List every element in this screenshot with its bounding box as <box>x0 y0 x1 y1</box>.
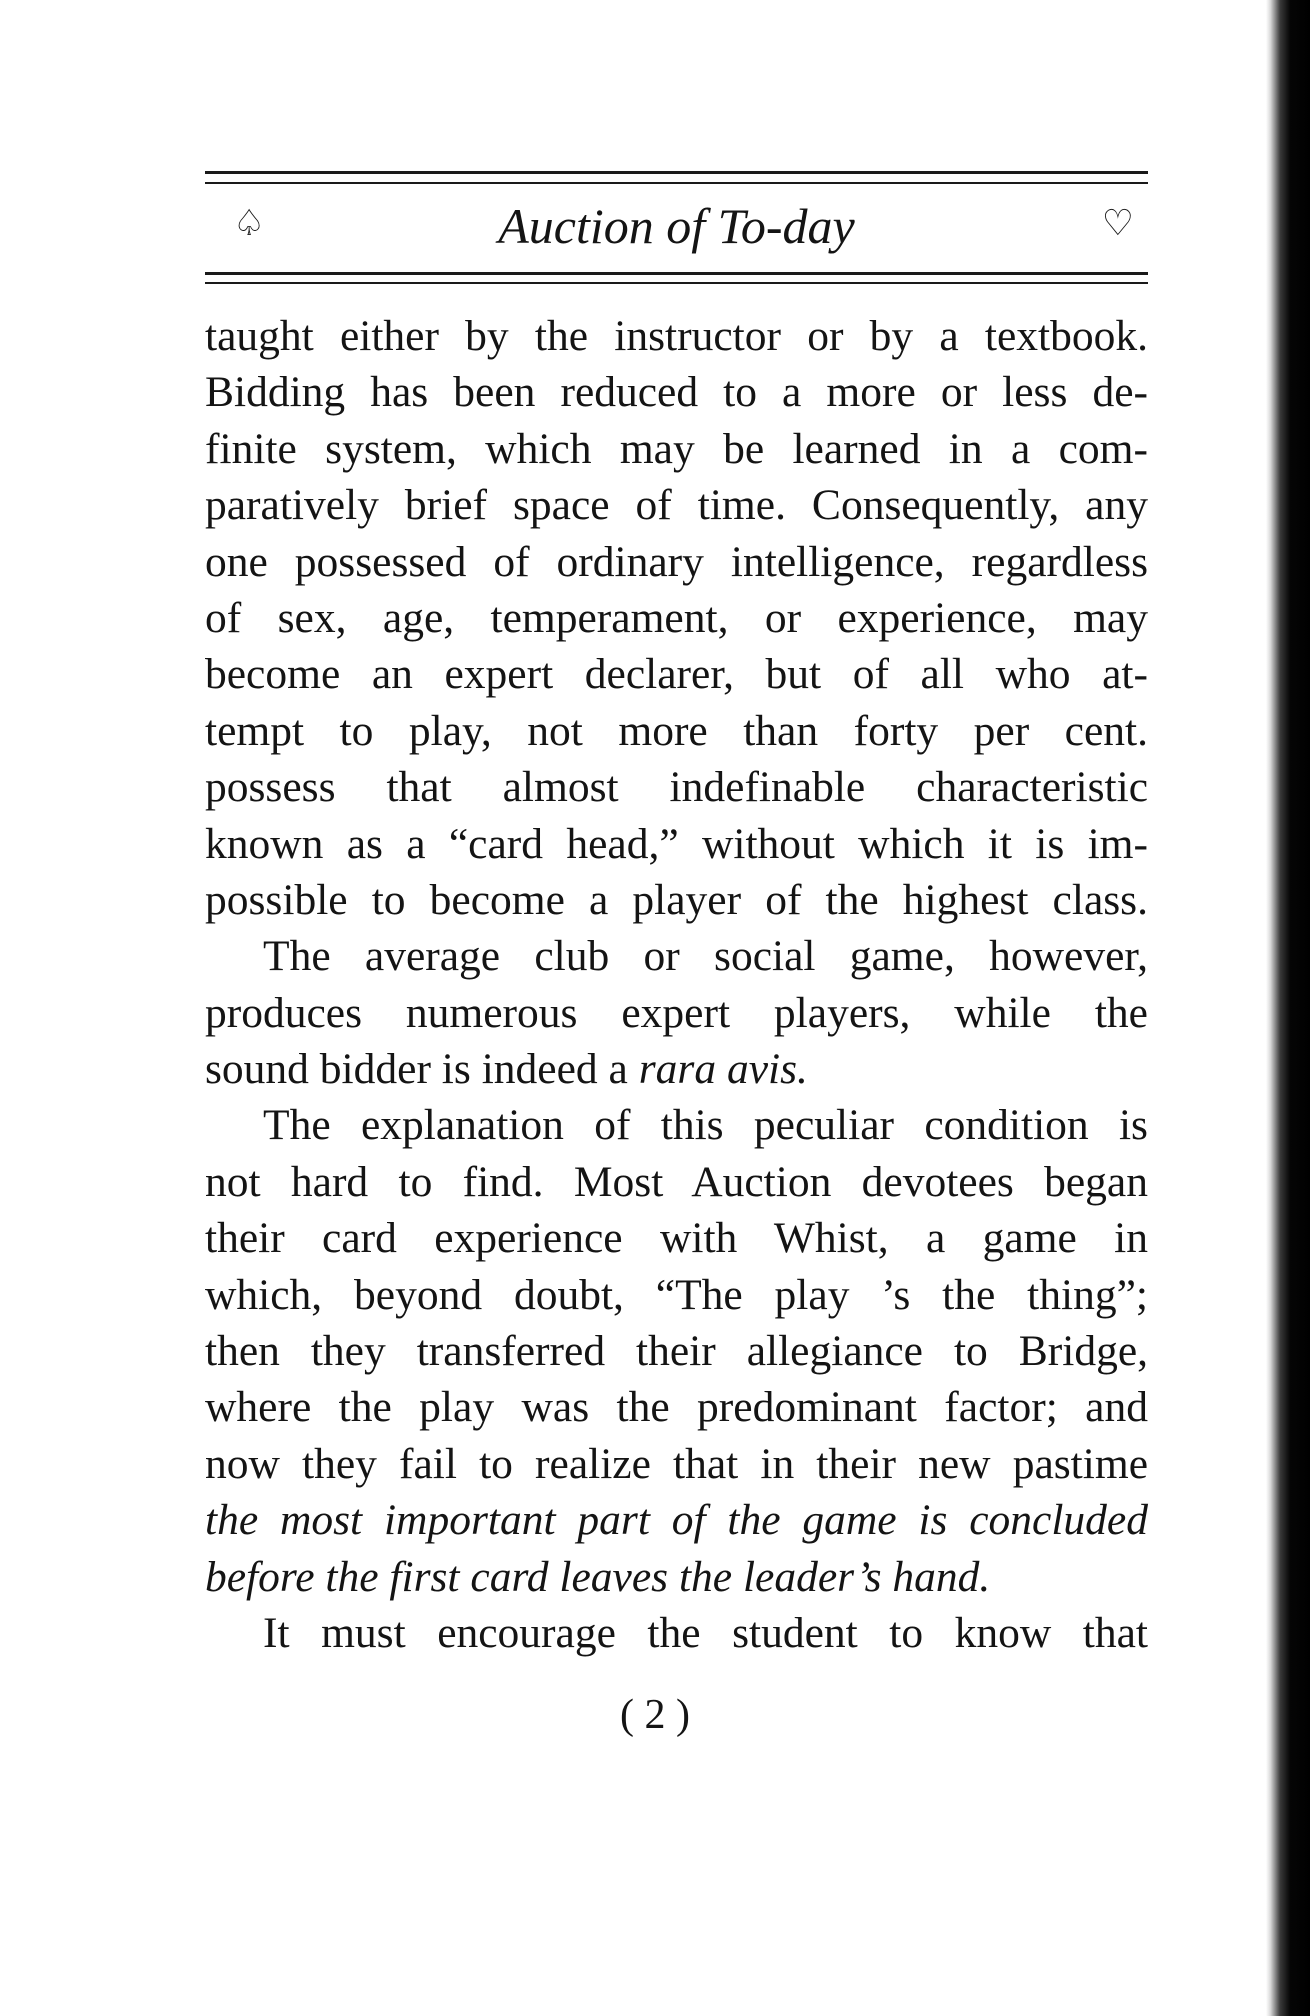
text-line: become an expert declarer, but of all who at- <box>205 650 1148 699</box>
text-line: now they fail to realize that in their new pastime <box>205 1439 1148 1488</box>
text-line: The explanation of this peculiar condition is <box>263 1101 1148 1150</box>
text-line: then they transferred their allegiance to Bridge, <box>205 1327 1148 1376</box>
text-line: where the play was the predominant factor; and <box>205 1383 1148 1432</box>
text-line: paratively brief space of time. Consequently, any <box>205 481 1148 530</box>
text-line: which, beyond doubt, “The play ’s the thing”; <box>205 1270 1148 1319</box>
header-rule-top-thick <box>205 171 1148 174</box>
body-text <box>205 308 1148 1661</box>
italic-line: before the first card leaves the leader’s hand. <box>205 1552 991 1601</box>
text-line: possible to become a player of the highest class. <box>205 875 1148 924</box>
heart-icon: ♡ <box>1101 203 1134 244</box>
page-number: ( 2 ) <box>620 1692 690 1738</box>
text-line: possess that almost indefinable characteristic <box>205 763 1148 812</box>
text-line <box>205 1041 1148 1097</box>
header-rule-top-thin <box>205 182 1148 184</box>
text-run: sound bidder is indeed a <box>205 1045 639 1094</box>
text-line: taught either by the instructor or by a textbook. <box>205 312 1148 360</box>
italic-phrase: rara avis. <box>638 1045 808 1094</box>
running-head <box>205 192 1148 270</box>
text-line: The average club or social game, however, <box>263 932 1148 981</box>
text-line: of sex, age, temperament, or experience, may <box>205 593 1148 642</box>
text-line: one possessed of ordinary intelligence, regardless <box>205 537 1148 586</box>
header-rule-bottom-thin <box>205 272 1148 275</box>
text-line: tempt to play, not more than forty per cent. <box>205 706 1148 755</box>
text-line: finite system, which may be learned in a com- <box>205 424 1148 473</box>
text-line: known as a “card head,” without which it is im- <box>205 819 1148 868</box>
text-line: Bidding has been reduced to a more or less de- <box>205 368 1148 417</box>
text-line: not hard to find. Most Auction devotees began <box>205 1157 1148 1206</box>
spade-icon: ♤ <box>233 203 266 244</box>
header-rule-bottom-thick <box>205 282 1148 284</box>
text-line: It must encourage the student to know that <box>263 1608 1148 1657</box>
text-line: their card experience with Whist, a game in <box>205 1214 1148 1263</box>
running-head-title: Auction of To-day <box>498 198 855 254</box>
text-line: produces numerous expert players, while the <box>205 988 1148 1037</box>
italic-line: the most important part of the game is concluded <box>205 1496 1148 1545</box>
